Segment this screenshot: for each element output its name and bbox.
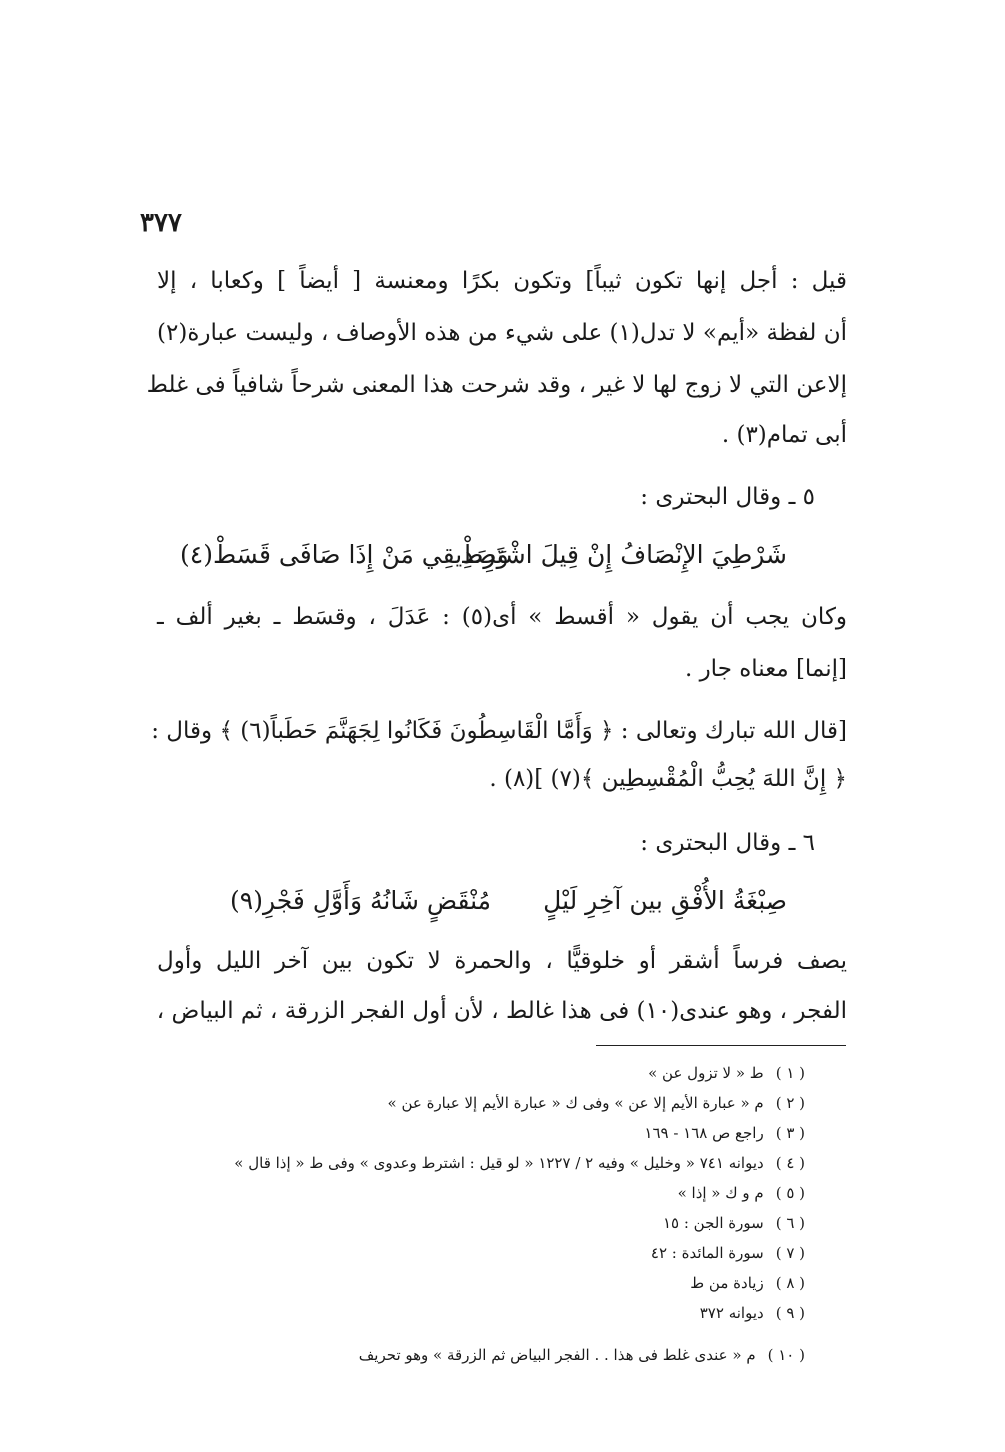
verse-second-hemistich: وَصَدِيقِي مَنْ إِذَا صَافَى قَسَطْ(٤) (180, 540, 509, 569)
footnote-number: ( ٢ ) (775, 1094, 805, 1112)
verse-second-hemistich: مُنْقَضٍ شَانُهُ وَأَوَّلِ فَجْرِ(٩) (230, 886, 492, 915)
footnote (663, 1214, 805, 1232)
footnote-text: ط « لا تزول عن » (648, 1064, 764, 1082)
footnote-text: ديوانه ٣٧٢ (699, 1304, 764, 1322)
section-heading: ٥ ـ وقال البحترى : (640, 484, 815, 510)
text-line: وكان يجب أن يقول « أقسط » أى(٥) : عَدَلَ ، وقسَط ـ بغير ألف ـ (157, 604, 847, 630)
quran-quote-line: [قال الله تبارك وتعالى : ﴿ وَأَمَّا الْقَاسِطُونَ فَكَانُوا لِجَهَنَّمَ حَطَباً(٦) ﴾ وقال : (151, 718, 847, 744)
footnote-text: راجع ص ١٦٨ - ١٦٩ (644, 1124, 764, 1142)
text-line: إلاعن التي لا زوج لها لا غير ، وقد شرحت هذا المعنى شرحاً شافياً فى غلط (146, 372, 847, 398)
footnote-number: ( ٩ ) (775, 1304, 805, 1322)
footnote (359, 1346, 805, 1364)
text-line: الفجر ، وهو عندى(١٠) فى هذا غالط ، لأن أول الفجر الزرقة ، ثم البياض ، (156, 998, 847, 1024)
footnote (388, 1094, 806, 1112)
footnote-number: ( ٤ ) (775, 1154, 805, 1172)
footnote-number: ( ٨ ) (775, 1274, 805, 1292)
footnote-separator (596, 1045, 846, 1046)
text-line: [إنما] معناه جار . (684, 656, 847, 682)
footnote (648, 1064, 805, 1082)
footnote-text: م و ك « إذا » (677, 1184, 764, 1202)
footnote (234, 1154, 805, 1172)
verse-first-hemistich: صِبْغَةُ الأُفْقِ بين آخِرِ لَيْلٍ (543, 886, 787, 915)
footnote-text: ديوانه ٧٤١ « وخليل » وفيه ٢ / ١٢٢٧ « لو قيل : اشترط وعدوى » وفى ط « إذا قال » (234, 1154, 764, 1172)
footnote (678, 1184, 805, 1202)
text-line: أن لفظة «أيم» لا تدل(١) على شيء من هذه الأوصاف ، وليست عبارة(٢) (157, 320, 847, 346)
footnote (644, 1124, 805, 1142)
footnote-number: ( ١ ) (775, 1064, 805, 1082)
text-line: أبى تمام(٣) . (721, 422, 847, 448)
footnote-number: ( ٣ ) (775, 1124, 805, 1142)
section-heading: ٦ ـ وقال البحترى : (640, 830, 815, 856)
footnote-text: سورة الجن : ١٥ (662, 1214, 764, 1232)
footnote-number: ( ٥ ) (775, 1184, 805, 1202)
footnote-number: ( ٧ ) (775, 1244, 805, 1262)
footnote (651, 1244, 805, 1262)
text-line: يصف فرساً أشقر أو خلوقيًّا ، والحمرة لا تكون بين آخر الليل وأول (157, 948, 847, 974)
text-line: قيل : أجل إنها تكون ثيباً] وتكون بكرًا ومعنسة [ أيضاً ] وكعابا ، إلا (157, 268, 847, 294)
quran-quote-line: ﴿ إِنَّ اللهَ يُحِبُّ الْمُقْسِطِين ﴾(٧) ](٨) . (489, 766, 847, 792)
footnote-text: م « عندى غلط فى هذا . . الفجر البياض ثم الزرقة » وهو تحريف (358, 1346, 756, 1364)
verse-first-hemistich: شَرْطِيَ الإِنْصَافُ إِنْ قِيلَ اشْتَرِطْ (460, 540, 787, 569)
page-number: ٣٧٧ (140, 208, 182, 238)
footnote-text: م « عبارة الأيم إلا عن » وفى ك « عبارة الأيم إلا عبارة عن » (387, 1094, 764, 1112)
footnote-number: ( ١٠ ) (767, 1346, 805, 1364)
footnote-number: ( ٦ ) (775, 1214, 805, 1232)
footnote (690, 1274, 805, 1292)
footnote-text: سورة المائدة : ٤٢ (650, 1244, 764, 1262)
footnote-text: زيادة من ط (690, 1274, 764, 1292)
footnote (700, 1304, 805, 1322)
